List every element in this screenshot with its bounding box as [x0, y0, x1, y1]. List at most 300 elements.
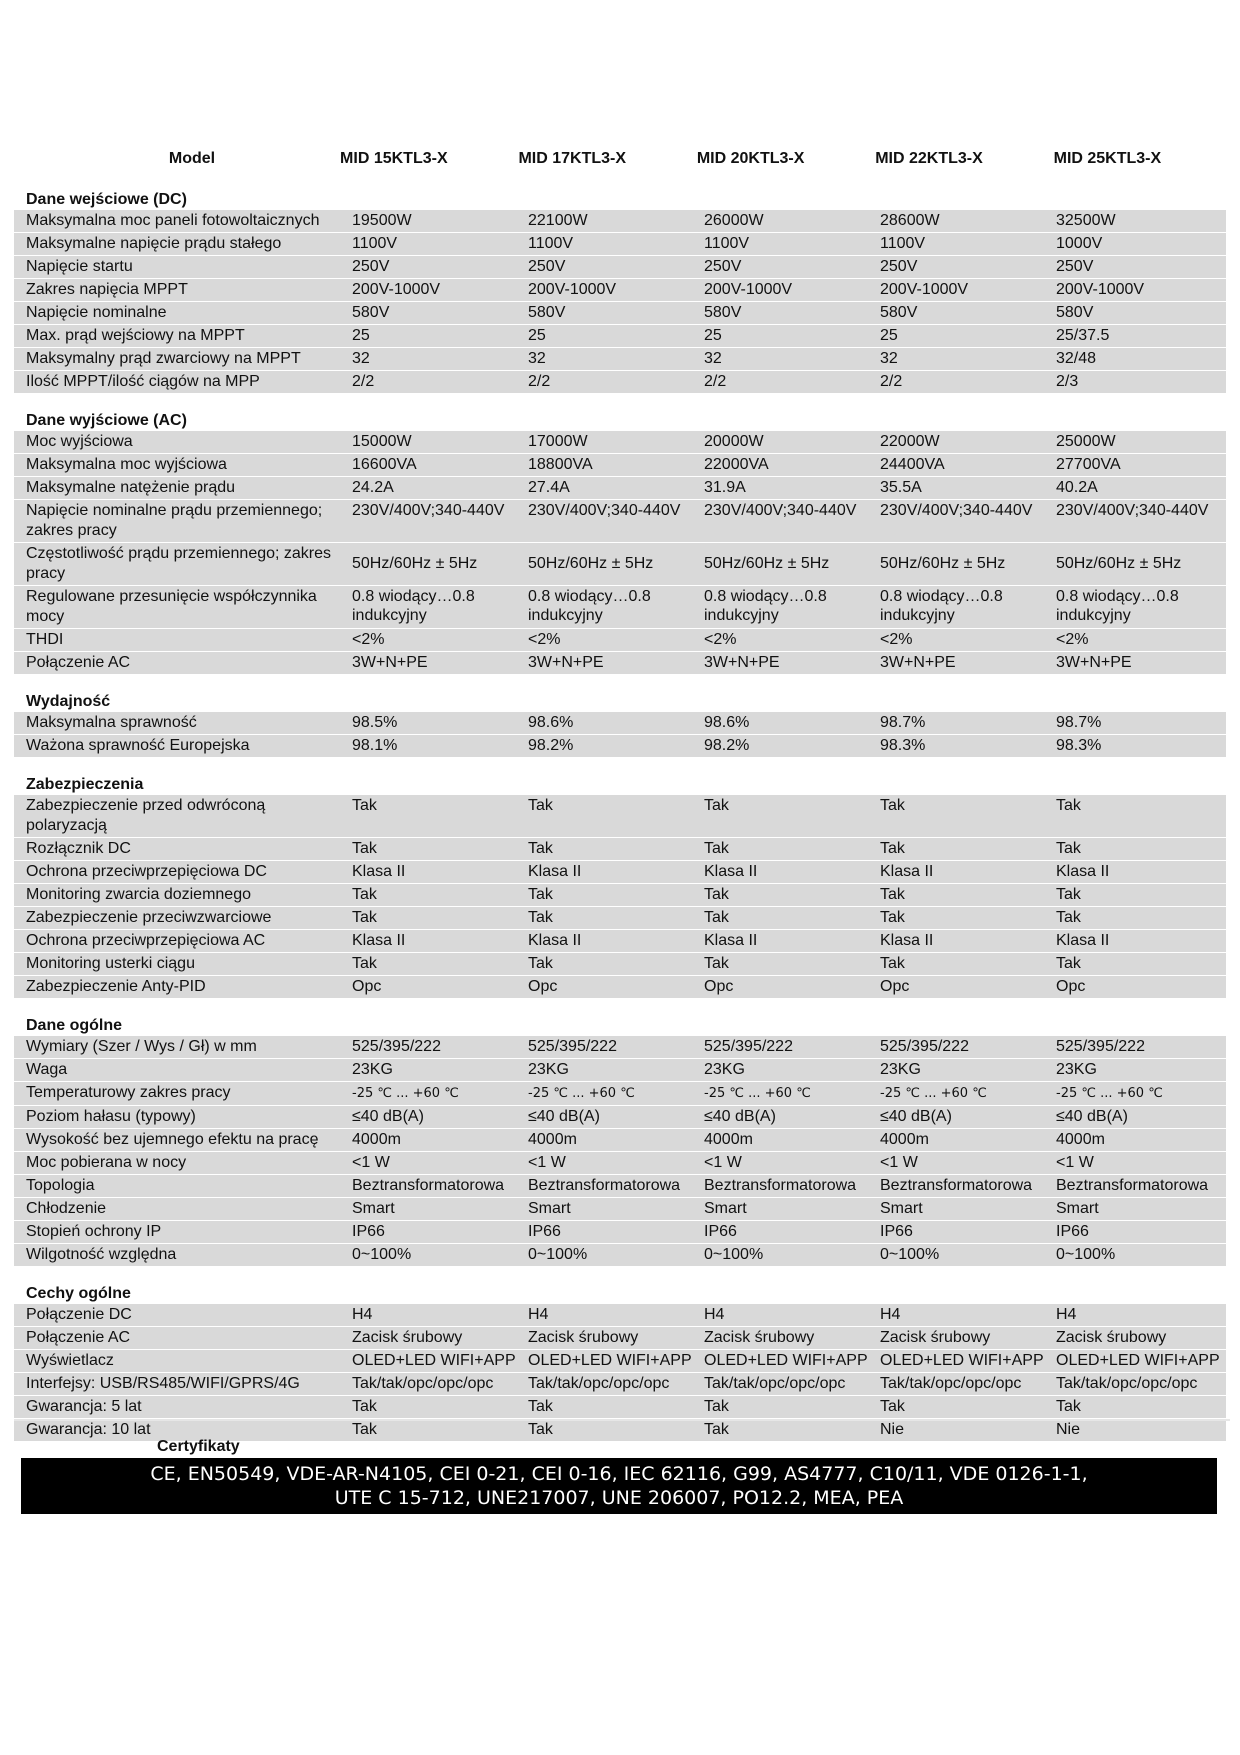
spec-value	[868, 795, 1044, 837]
spec-value	[516, 302, 692, 324]
spec-value	[692, 1129, 868, 1151]
spec-value-text: Opc	[528, 978, 558, 995]
spec-row	[14, 477, 1226, 500]
spec-value-text: Tak/tak/opc/opc/opc	[352, 1375, 494, 1392]
spec-value	[340, 431, 516, 453]
spec-value	[692, 652, 868, 674]
spec-label: Max. prąd wejściowy na MPPT	[26, 327, 245, 344]
spec-value	[340, 543, 516, 585]
spec-value-text: 31.9A	[704, 479, 746, 496]
spec-value-text: <2%	[1056, 631, 1089, 648]
spec-value-text: H4	[1056, 1306, 1077, 1323]
spec-value	[868, 543, 1044, 585]
spec-value	[692, 1059, 868, 1081]
spec-row	[14, 1304, 1226, 1327]
spec-value-text: 98.7%	[1056, 714, 1102, 731]
spec-value	[1044, 477, 1220, 499]
spec-label: Napięcie startu	[26, 258, 133, 275]
spec-value	[340, 1175, 516, 1197]
spec-value-text: Zacisk śrubowy	[704, 1329, 815, 1346]
spec-value	[340, 735, 516, 757]
spec-value-text: Tak/tak/opc/opc/opc	[880, 1375, 1022, 1392]
spec-value-text: Klasa II	[352, 863, 406, 880]
spec-value	[516, 930, 692, 952]
spec-label: Poziom hałasu (typowy)	[26, 1108, 196, 1125]
spec-value	[868, 1152, 1044, 1174]
spec-label: Połączenie DC	[26, 1306, 132, 1323]
spec-value	[340, 1059, 516, 1081]
spec-label: Napięcie nominalne prądu przemiennego; zakres pracy	[26, 502, 323, 539]
spec-row	[14, 884, 1226, 907]
spec-value	[1044, 1036, 1220, 1058]
spec-value	[868, 302, 1044, 324]
spec-value-text: 98.6%	[704, 714, 750, 731]
spec-value-text: Smart	[352, 1200, 395, 1217]
spec-value	[516, 454, 692, 476]
spec-label: Wyświetlacz	[26, 1352, 114, 1369]
spec-value	[340, 325, 516, 347]
spec-value	[1044, 586, 1220, 628]
spec-value	[340, 1082, 516, 1105]
spec-value	[1044, 302, 1220, 324]
spec-value-text: 0~100%	[880, 1246, 940, 1263]
spec-value	[1044, 1082, 1220, 1105]
spec-label: Zakres napięcia MPPT	[26, 281, 188, 298]
spec-value-text: <1 W	[528, 1154, 566, 1171]
spec-value-text: 2/3	[1056, 373, 1079, 390]
spec-value	[692, 930, 868, 952]
spec-value	[692, 861, 868, 883]
spec-value	[1044, 431, 1220, 453]
spec-label: Połączenie AC	[26, 1329, 131, 1346]
spec-value	[692, 431, 868, 453]
spec-value-text: Tak	[1056, 1398, 1081, 1415]
spec-row	[14, 1129, 1226, 1152]
spec-value-text: 200V-1000V	[880, 281, 969, 298]
spec-value-text: 1100V	[352, 235, 398, 252]
spec-value	[692, 1373, 868, 1395]
spec-value-text: 230V/400V;340-440V	[352, 502, 505, 519]
spec-value	[516, 1152, 692, 1174]
spec-value-text: -25 ℃ ... +60 ℃	[880, 1086, 987, 1101]
spec-value	[692, 371, 868, 393]
spec-value-text: 50Hz/60Hz ± 5Hz	[352, 555, 478, 572]
spec-value-text: 50Hz/60Hz ± 5Hz	[880, 555, 1006, 572]
spec-value	[340, 1373, 516, 1395]
spec-value	[868, 325, 1044, 347]
spec-row	[14, 1396, 1226, 1419]
spec-value-text: 23KG	[352, 1061, 393, 1078]
spec-value	[1044, 1129, 1220, 1151]
spec-value-text: 3W+N+PE	[352, 654, 428, 671]
model-header-row	[14, 146, 1226, 172]
spec-value	[868, 1327, 1044, 1349]
spec-value-text: Tak	[1056, 886, 1081, 903]
section-spacer	[14, 393, 1226, 411]
spec-value	[340, 838, 516, 860]
spec-value	[868, 1106, 1044, 1128]
spec-value-text: Beztransformatorowa	[1056, 1177, 1209, 1194]
certificates-line: UTE C 15-712, UNE217007, UNE 206007, PO12.2, MEA, PEA	[334, 1487, 904, 1509]
spec-value	[340, 1304, 516, 1326]
spec-label: Maksymalny prąd zwarciowy na MPPT	[26, 350, 301, 367]
spec-value-text: 525/395/222	[352, 1038, 441, 1055]
spec-value	[516, 371, 692, 393]
spec-row	[14, 1059, 1226, 1082]
spec-value	[516, 1129, 692, 1151]
spec-value	[1044, 976, 1220, 998]
spec-value	[516, 233, 692, 255]
spec-value-text: 0.8 wiodący…0.8 indukcyjny	[1056, 588, 1179, 624]
spec-value-text: Nie	[880, 1421, 905, 1438]
spec-value-text: 580V	[352, 304, 390, 321]
spec-value	[1044, 629, 1220, 651]
spec-label: Regulowane przesunięcie współczynnika mocy	[26, 588, 317, 625]
spec-value-text: <1 W	[1056, 1154, 1094, 1171]
spec-value-text: 98.7%	[880, 714, 926, 731]
spec-value-text: 4000m	[704, 1131, 753, 1148]
spec-value	[340, 1129, 516, 1151]
spec-row	[14, 431, 1226, 454]
spec-value-text: Tak	[704, 797, 729, 814]
spec-value-text: OLED+LED WIFI+APP	[352, 1352, 516, 1369]
spec-value-text: 32	[528, 350, 546, 367]
spec-value-text: 16600VA	[352, 456, 417, 473]
spec-value-text: Klasa II	[880, 932, 934, 949]
spec-value	[516, 735, 692, 757]
spec-value-text: 24.2A	[352, 479, 394, 496]
spec-value-text: Tak	[352, 1421, 377, 1438]
spec-label: THDI	[26, 631, 64, 648]
spec-value-text: <2%	[704, 631, 737, 648]
spec-value	[868, 431, 1044, 453]
spec-value-text: Tak	[352, 840, 377, 857]
spec-value-text: Tak	[704, 1398, 729, 1415]
spec-value	[868, 210, 1044, 232]
model-name: MID 15KTL3-X	[340, 150, 448, 167]
spec-value	[1044, 348, 1220, 370]
spec-value	[516, 629, 692, 651]
spec-value	[1044, 1059, 1220, 1081]
certificates-box	[21, 1458, 1217, 1514]
spec-value-text: 98.3%	[880, 737, 926, 754]
spec-value-text: 15000W	[352, 433, 412, 450]
spec-value-text: 2/2	[528, 373, 551, 390]
spec-value	[692, 907, 868, 929]
spec-value-text: 250V	[352, 258, 390, 275]
spec-label: Wymiary (Szer / Wys / Gł) w mm	[26, 1038, 257, 1055]
spec-value-text: 3W+N+PE	[1056, 654, 1132, 671]
spec-label: Moc pobierana w nocy	[26, 1154, 187, 1171]
spec-value	[868, 838, 1044, 860]
spec-value	[692, 1036, 868, 1058]
spec-value	[1044, 1244, 1220, 1266]
spec-value-text: 200V-1000V	[352, 281, 441, 298]
table-end-divider	[14, 1419, 1230, 1421]
spec-value-text: Tak	[1056, 955, 1081, 972]
spec-label: Maksymalna moc paneli fotowoltaicznych	[26, 212, 320, 229]
spec-value-text: IP66	[1056, 1223, 1089, 1240]
spec-value	[1044, 210, 1220, 232]
spec-value-text: Opc	[1056, 978, 1086, 995]
spec-row	[14, 454, 1226, 477]
spec-value-text: H4	[352, 1306, 373, 1323]
spec-value-text: 4000m	[880, 1131, 929, 1148]
spec-label: Maksymalne natężenie prądu	[26, 479, 236, 496]
spec-value-text: Tak	[704, 840, 729, 857]
spec-value	[516, 1036, 692, 1058]
spec-value	[1044, 1221, 1220, 1243]
spec-value	[1044, 233, 1220, 255]
spec-row	[14, 325, 1226, 348]
spec-value-text: Tak	[880, 840, 905, 857]
spec-value-text: 23KG	[704, 1061, 745, 1078]
spec-value	[516, 1419, 692, 1441]
spec-value-text: Smart	[880, 1200, 923, 1217]
spec-value-text: Beztransformatorowa	[528, 1177, 681, 1194]
spec-value	[1044, 795, 1220, 837]
spec-value	[868, 1244, 1044, 1266]
spec-value-text: Tak	[352, 955, 377, 972]
spec-value-text: Tak	[880, 886, 905, 903]
section-title: Dane ogólne	[26, 1017, 123, 1034]
spec-value-text: Klasa II	[1056, 863, 1110, 880]
spec-value	[1044, 1198, 1220, 1220]
model-name: MID 17KTL3-X	[518, 150, 627, 167]
spec-value	[692, 454, 868, 476]
spec-value-text: 200V-1000V	[1056, 281, 1145, 298]
spec-label: Moc wyjściowa	[26, 433, 133, 450]
spec-value-text: Klasa II	[880, 863, 934, 880]
spec-row	[14, 861, 1226, 884]
spec-value-text: <2%	[880, 631, 913, 648]
section-spacer	[14, 1266, 1226, 1284]
spec-value-text: 23KG	[1056, 1061, 1097, 1078]
spec-value-text: Tak	[704, 1421, 729, 1438]
spec-label: Wysokość bez ujemnego efektu na pracę	[26, 1131, 319, 1148]
spec-value	[516, 953, 692, 975]
spec-value-text: H4	[528, 1306, 549, 1323]
spec-value	[340, 976, 516, 998]
spec-value	[1044, 256, 1220, 278]
spec-value	[868, 735, 1044, 757]
spec-value-text: Tak/tak/opc/opc/opc	[528, 1375, 670, 1392]
spec-value	[1044, 884, 1220, 906]
spec-value-text: Klasa II	[352, 932, 406, 949]
spec-value-text: 2/2	[704, 373, 727, 390]
spec-value-text: 580V	[528, 304, 566, 321]
spec-value	[692, 1350, 868, 1372]
spec-value	[516, 1244, 692, 1266]
spec-value-text: Beztransformatorowa	[352, 1177, 505, 1194]
spec-value-text: 3W+N+PE	[528, 654, 604, 671]
spec-value-text: 4000m	[528, 1131, 577, 1148]
spec-value-text: 23KG	[528, 1061, 569, 1078]
section-rows	[14, 210, 1226, 393]
spec-value	[516, 907, 692, 929]
spec-value-text: 28600W	[880, 212, 940, 229]
spec-value	[1044, 652, 1220, 674]
spec-value	[1044, 1304, 1220, 1326]
spec-value	[340, 348, 516, 370]
spec-row	[14, 1327, 1226, 1350]
spec-value	[868, 861, 1044, 883]
spec-value	[1044, 1327, 1220, 1349]
spec-value	[340, 279, 516, 301]
spec-value-text: Tak	[1056, 909, 1081, 926]
spec-row	[14, 348, 1226, 371]
spec-value	[516, 976, 692, 998]
spec-label: Maksymalne napięcie prądu stałego	[26, 235, 282, 252]
spec-value-text: 25	[704, 327, 722, 344]
spec-value	[1044, 1106, 1220, 1128]
spec-row	[14, 256, 1226, 279]
spec-value-text: <1 W	[880, 1154, 918, 1171]
spec-value	[868, 256, 1044, 278]
spec-value-text: 1100V	[704, 235, 750, 252]
spec-value-text: 250V	[1056, 258, 1094, 275]
spec-value-text: 25	[528, 327, 546, 344]
spec-value	[868, 279, 1044, 301]
spec-value-text: 230V/400V;340-440V	[1056, 502, 1209, 519]
section-rows	[14, 712, 1226, 757]
spec-row	[14, 1082, 1226, 1106]
spec-value-text: -25 ℃ ... +60 ℃	[1056, 1086, 1163, 1101]
spec-value-text: 18800VA	[528, 456, 593, 473]
spec-value	[692, 976, 868, 998]
spec-row	[14, 735, 1226, 757]
spec-value-text: 250V	[880, 258, 918, 275]
spec-value-text: OLED+LED WIFI+APP	[528, 1352, 692, 1369]
spec-value	[692, 1221, 868, 1243]
spec-value	[868, 233, 1044, 255]
spec-value	[868, 930, 1044, 952]
section-rows	[14, 1036, 1226, 1266]
spec-value-text: 1100V	[880, 235, 926, 252]
spec-value	[340, 371, 516, 393]
spec-value-text: Zacisk śrubowy	[352, 1329, 463, 1346]
spec-value-text: 230V/400V;340-440V	[528, 502, 681, 519]
spec-value-text: 1000V	[1056, 235, 1103, 252]
spec-value	[692, 838, 868, 860]
spec-label: Napięcie nominalne	[26, 304, 167, 321]
spec-label: Częstotliwość prądu przemiennego; zakres pracy	[26, 545, 332, 582]
spec-value	[340, 1396, 516, 1418]
spec-value	[868, 953, 1044, 975]
spec-value	[516, 1396, 692, 1418]
spec-value-text: 3W+N+PE	[880, 654, 956, 671]
spec-value	[868, 371, 1044, 393]
spec-row	[14, 371, 1226, 393]
spec-row	[14, 1175, 1226, 1198]
spec-value	[340, 1244, 516, 1266]
spec-value-text: 40.2A	[1056, 479, 1098, 496]
spec-value	[340, 953, 516, 975]
spec-value-text: Tak	[704, 886, 729, 903]
spec-value	[340, 884, 516, 906]
section-title: Wydajność	[26, 693, 111, 710]
spec-value	[516, 325, 692, 347]
spec-label: Maksymalna sprawność	[26, 714, 197, 731]
spec-value	[516, 256, 692, 278]
spec-value	[692, 348, 868, 370]
section-title: Cechy ogólne	[26, 1285, 131, 1302]
spec-value	[692, 1304, 868, 1326]
spec-row	[14, 500, 1226, 543]
spec-value-text: ≤40 dB(A)	[1056, 1108, 1128, 1125]
spec-value-text: 50Hz/60Hz ± 5Hz	[1056, 555, 1182, 572]
spec-value	[692, 586, 868, 628]
spec-value-text: ≤40 dB(A)	[880, 1108, 952, 1125]
spec-value	[868, 652, 1044, 674]
spec-row	[14, 953, 1226, 976]
spec-value-text: 26000W	[704, 212, 764, 229]
spec-value-text: OLED+LED WIFI+APP	[1056, 1352, 1220, 1369]
spec-row	[14, 712, 1226, 735]
spec-row	[14, 586, 1226, 629]
spec-value-text: 580V	[880, 304, 918, 321]
spec-value-text: Beztransformatorowa	[880, 1177, 1033, 1194]
spec-value	[692, 1396, 868, 1418]
spec-value	[868, 1198, 1044, 1220]
spec-value	[340, 302, 516, 324]
spec-label: Monitoring usterki ciągu	[26, 955, 195, 972]
spec-label: Gwarancja: 5 lat	[26, 1398, 142, 1415]
spec-value	[868, 1419, 1044, 1441]
spec-value-text: Tak	[880, 909, 905, 926]
spec-value	[340, 586, 516, 628]
spec-value-text: 230V/400V;340-440V	[704, 502, 857, 519]
spec-value	[516, 838, 692, 860]
spec-value-text: IP66	[352, 1223, 385, 1240]
spec-value-text: H4	[704, 1306, 725, 1323]
spec-value-text: Klasa II	[704, 932, 758, 949]
spec-value-text: 27700VA	[1056, 456, 1121, 473]
spec-value-text: 2/2	[352, 373, 375, 390]
spec-label: Połączenie AC	[26, 654, 131, 671]
spec-value	[516, 279, 692, 301]
spec-row	[14, 233, 1226, 256]
spec-value	[692, 1082, 868, 1105]
spec-value	[516, 1327, 692, 1349]
spec-value-text: 4000m	[352, 1131, 401, 1148]
spec-value-text: 98.1%	[352, 737, 398, 754]
spec-value	[692, 884, 868, 906]
spec-value	[692, 629, 868, 651]
spec-value	[692, 1175, 868, 1197]
spec-value-text: 200V-1000V	[528, 281, 617, 298]
spec-value	[516, 431, 692, 453]
spec-value-text: 0~100%	[704, 1246, 764, 1263]
spec-value	[868, 1396, 1044, 1418]
spec-value-text: IP66	[528, 1223, 561, 1240]
spec-value	[516, 1175, 692, 1197]
spec-value	[516, 500, 692, 542]
spec-label: Ilość MPPT/ilość ciągów na MPP	[26, 373, 260, 390]
spec-value-text: 20000W	[704, 433, 764, 450]
spec-value	[340, 1036, 516, 1058]
section-title: Zabezpieczenia	[26, 776, 144, 793]
spec-value-text: 24400VA	[880, 456, 945, 473]
spec-value	[340, 629, 516, 651]
spec-value-text: 0~100%	[1056, 1246, 1116, 1263]
spec-value	[868, 1175, 1044, 1197]
spec-row	[14, 629, 1226, 652]
spec-value	[340, 712, 516, 734]
spec-value	[1044, 1175, 1220, 1197]
spec-value	[692, 325, 868, 347]
spec-value-text: 50Hz/60Hz ± 5Hz	[528, 555, 654, 572]
